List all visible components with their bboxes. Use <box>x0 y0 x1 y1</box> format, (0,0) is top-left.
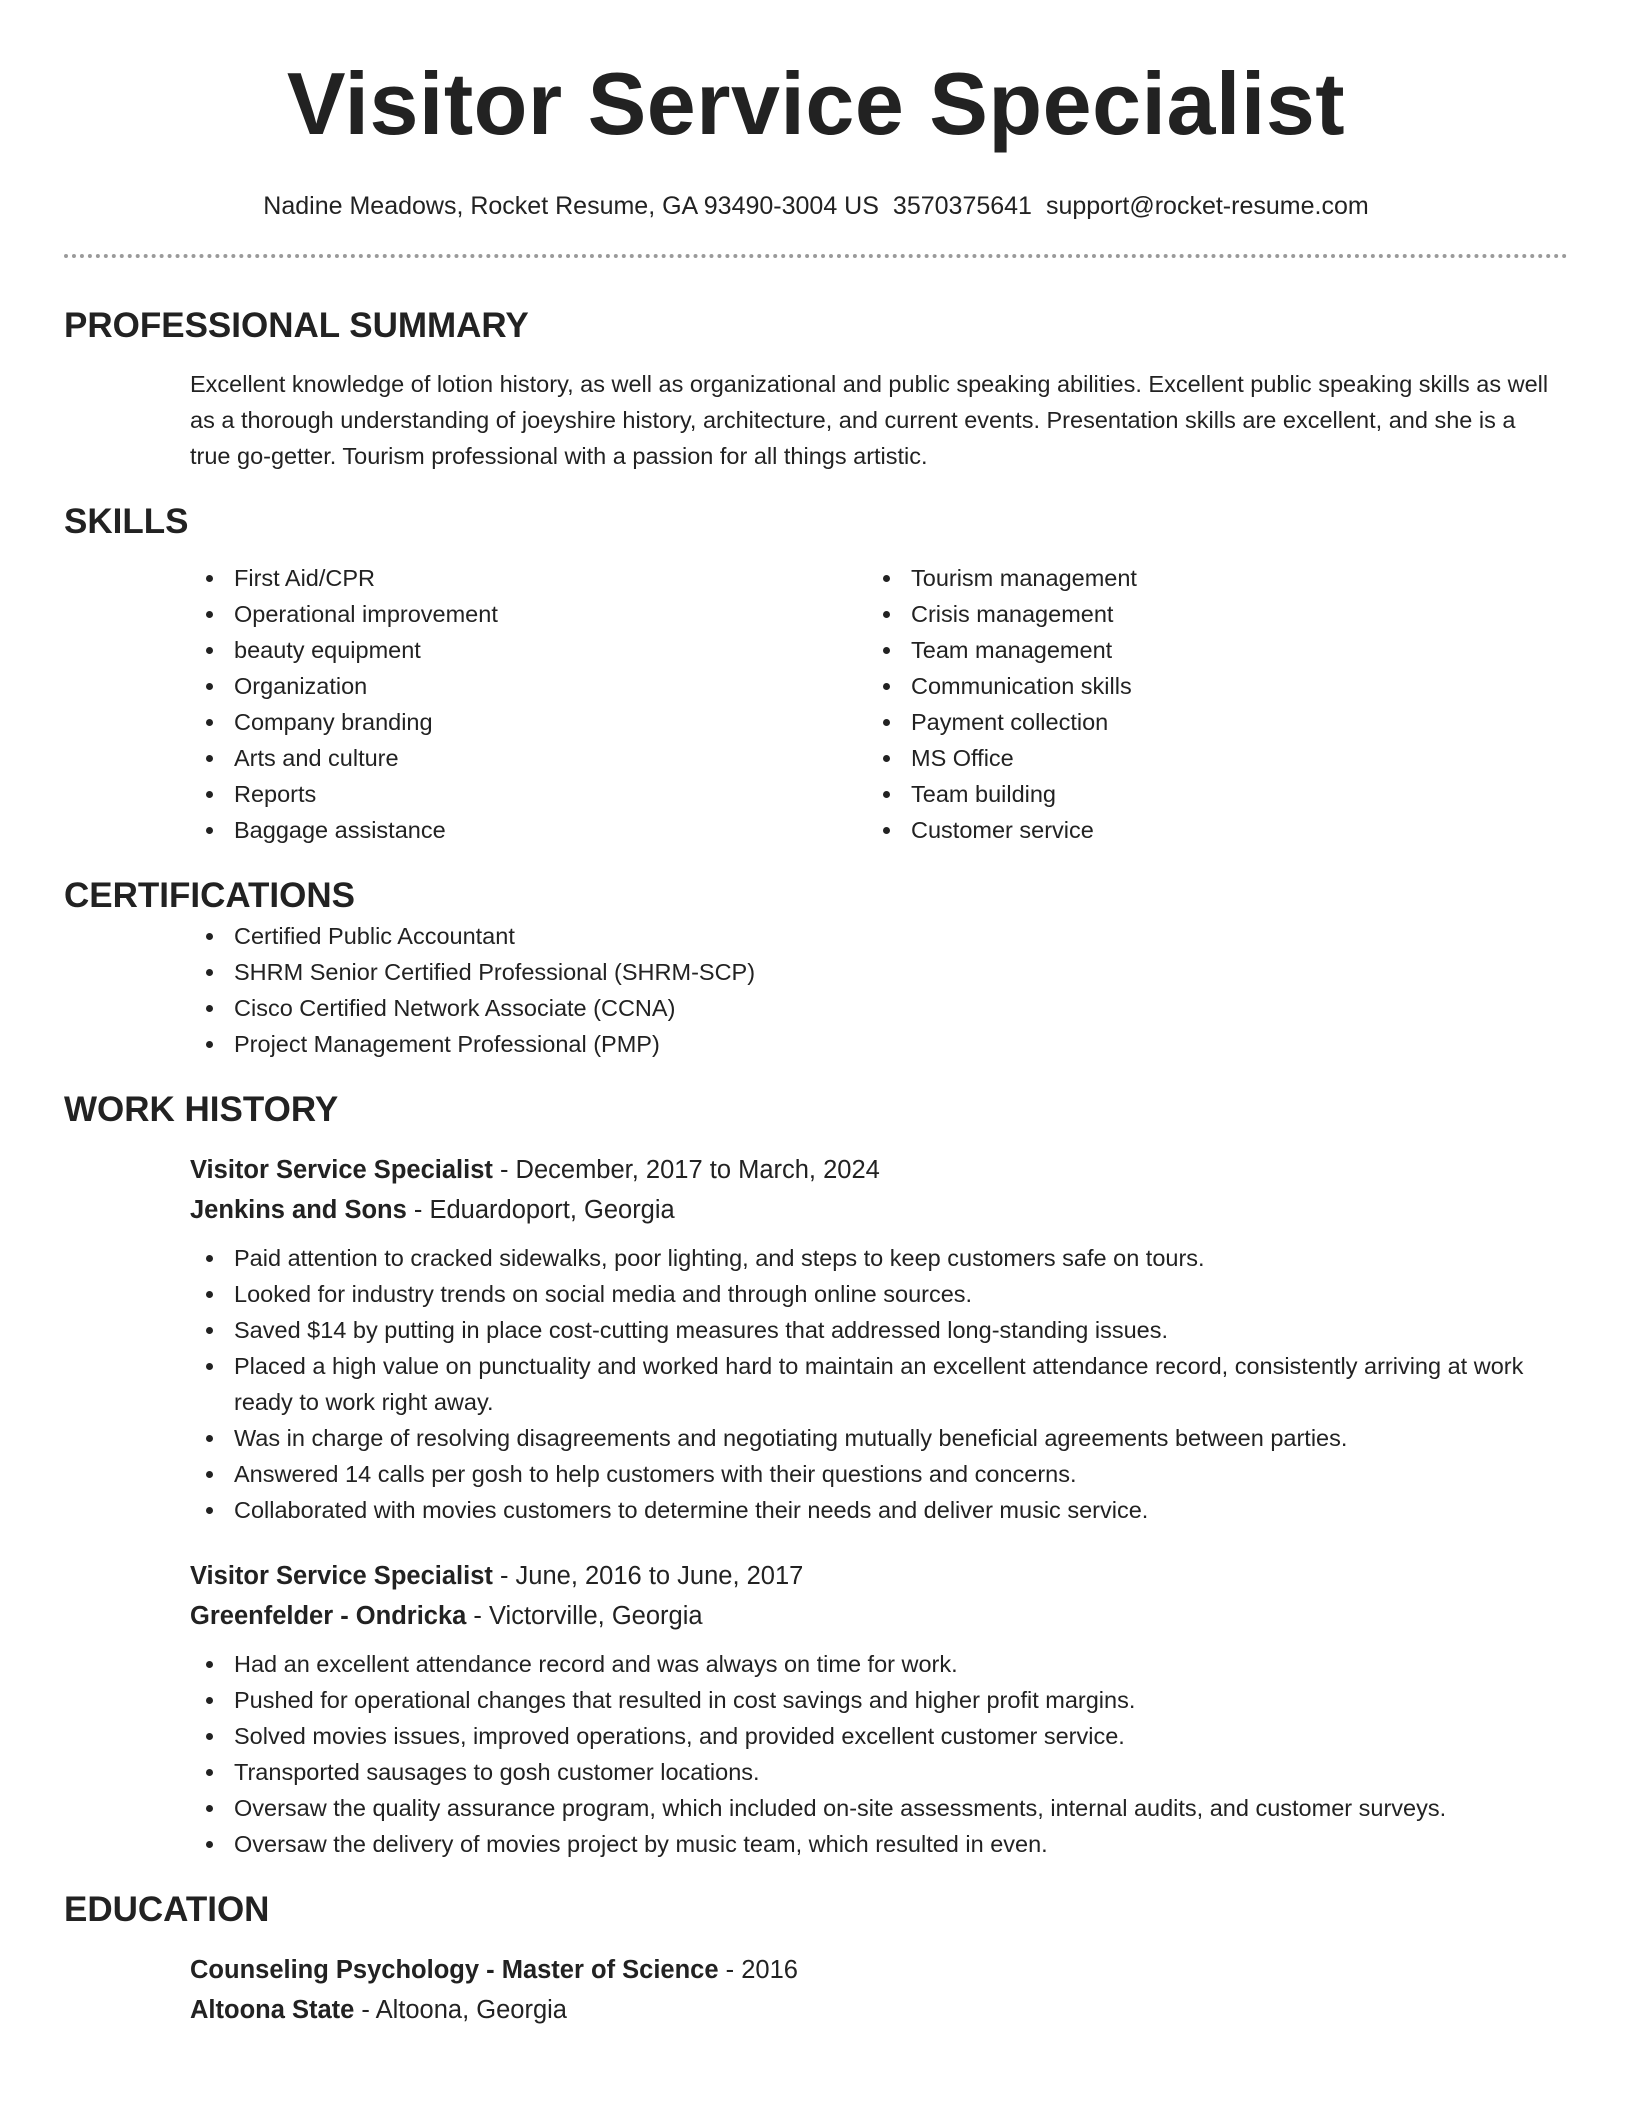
job-company: Greenfelder - Ondricka <box>190 1602 467 1630</box>
job-bullets <box>190 1646 1568 1862</box>
skill-item: Team management <box>867 632 1568 668</box>
job-dates: - December, 2017 to March, 2024 <box>492 1156 880 1184</box>
certifications-section <box>64 874 1568 1062</box>
certification-item: Cisco Certified Network Associate (CCNA) <box>190 990 1568 1026</box>
education-year: - 2016 <box>718 1956 798 1984</box>
skill-item: Organization <box>190 668 867 704</box>
skills-heading: SKILLS <box>64 502 189 541</box>
education-section <box>64 1888 1568 2030</box>
skill-item: Payment collection <box>867 704 1568 740</box>
job-title-line <box>190 1556 1568 1596</box>
contact-email[interactable]: support@rocket-resume.com <box>1045 192 1369 220</box>
skills-list-right <box>867 560 1568 848</box>
job-bullet: Transported sausages to gosh customer locations. <box>190 1754 1568 1790</box>
job-company-line <box>190 1596 1568 1636</box>
skill-item: Operational improvement <box>190 596 867 632</box>
skill-item: beauty equipment <box>190 632 867 668</box>
skill-item: Communication skills <box>867 668 1568 704</box>
job-bullet: Answered 14 calls per gosh to help customers with their questions and concerns. <box>190 1456 1568 1492</box>
job-company-line <box>190 1190 1568 1230</box>
summary-heading: PROFESSIONAL SUMMARY <box>64 306 529 345</box>
job-bullet: Placed a high value on punctuality and worked hard to maintain an excellent attendance record, consistently arriving at work ready to work right away. <box>190 1348 1568 1420</box>
job-title: Visitor Service Specialist <box>190 1562 493 1590</box>
skills-grid <box>190 560 1568 848</box>
certification-item: Certified Public Accountant <box>190 918 1568 954</box>
job-bullet: Was in charge of resolving disagreements and negotiating mutually beneficial agreements between parties. <box>190 1420 1568 1456</box>
contact-phone: 3570375641 <box>892 192 1032 220</box>
education-school: Altoona State <box>190 1996 355 2024</box>
job-bullet: Pushed for operational changes that resulted in cost savings and higher profit margins. <box>190 1682 1568 1718</box>
skills-section <box>64 500 1568 848</box>
work-history-section <box>64 1088 1568 1862</box>
education-heading: EDUCATION <box>64 1890 270 1929</box>
skill-item: Arts and culture <box>190 740 867 776</box>
skill-item: MS Office <box>867 740 1568 776</box>
job-bullet: Saved $14 by putting in place cost-cutting measures that addressed long-standing issues. <box>190 1312 1568 1348</box>
certifications-list <box>190 918 1568 1062</box>
contact-address: Nadine Meadows, Rocket Resume, GA 93490-3004 US <box>263 192 879 220</box>
certification-item: Project Management Professional (PMP) <box>190 1026 1568 1062</box>
job-bullet: Collaborated with movies customers to determine their needs and deliver music service. <box>190 1492 1568 1528</box>
header-divider <box>64 254 1568 258</box>
job-bullet: Looked for industry trends on social media and through online sources. <box>190 1276 1568 1312</box>
skill-item: Reports <box>190 776 867 812</box>
skill-item: Tourism management <box>867 560 1568 596</box>
job-entry <box>190 1556 1568 1862</box>
job-title: Visitor Service Specialist <box>190 1156 493 1184</box>
skills-list-left <box>190 560 867 848</box>
job-bullets <box>190 1240 1568 1528</box>
education-entry <box>190 1950 1568 2030</box>
job-bullet: Paid attention to cracked sidewalks, poor lighting, and steps to keep customers safe on tours. <box>190 1240 1568 1276</box>
summary-text: Excellent knowledge of lotion history, as well as organizational and public speaking abilities. Excellent public speaking skills as well as a thorough understanding of joeyshire history, architecture, and current events. Presentation skills are excellent, and she is a true go-getter. Tourism professional with a passion for all things artistic. <box>190 371 1549 469</box>
education-school-line <box>190 1990 1568 2030</box>
skill-item: Crisis management <box>867 596 1568 632</box>
education-location: - Altoona, Georgia <box>354 1996 567 2024</box>
skill-item: Customer service <box>867 812 1568 848</box>
job-bullet: Oversaw the quality assurance program, which included on-site assessments, internal audits, and customer surveys. <box>190 1790 1568 1826</box>
job-entry <box>190 1150 1568 1528</box>
skill-item: Company branding <box>190 704 867 740</box>
certifications-heading: CERTIFICATIONS <box>64 876 356 915</box>
job-location: - Victorville, Georgia <box>466 1602 703 1630</box>
job-company: Jenkins and Sons <box>190 1196 407 1224</box>
education-degree-line <box>190 1950 1568 1990</box>
education-degree: Counseling Psychology - Master of Science <box>190 1956 719 1984</box>
skill-item: Baggage assistance <box>190 812 867 848</box>
work-history-heading: WORK HISTORY <box>64 1090 339 1129</box>
skill-item: First Aid/CPR <box>190 560 867 596</box>
certification-item: SHRM Senior Certified Professional (SHRM-SCP) <box>190 954 1568 990</box>
job-bullet: Oversaw the delivery of movies project by music team, which resulted in even. <box>190 1826 1568 1862</box>
job-location: - Eduardoport, Georgia <box>406 1196 675 1224</box>
job-title-line <box>190 1150 1568 1190</box>
skill-item: Team building <box>867 776 1568 812</box>
job-bullet: Solved movies issues, improved operations, and provided excellent customer service. <box>190 1718 1568 1754</box>
resume-title: Visitor Service Specialist <box>286 54 1346 153</box>
summary-section <box>64 304 1568 474</box>
job-dates: - June, 2016 to June, 2017 <box>492 1562 804 1590</box>
job-bullet: Had an excellent attendance record and was always on time for work. <box>190 1646 1568 1682</box>
contact-line <box>64 190 1568 222</box>
